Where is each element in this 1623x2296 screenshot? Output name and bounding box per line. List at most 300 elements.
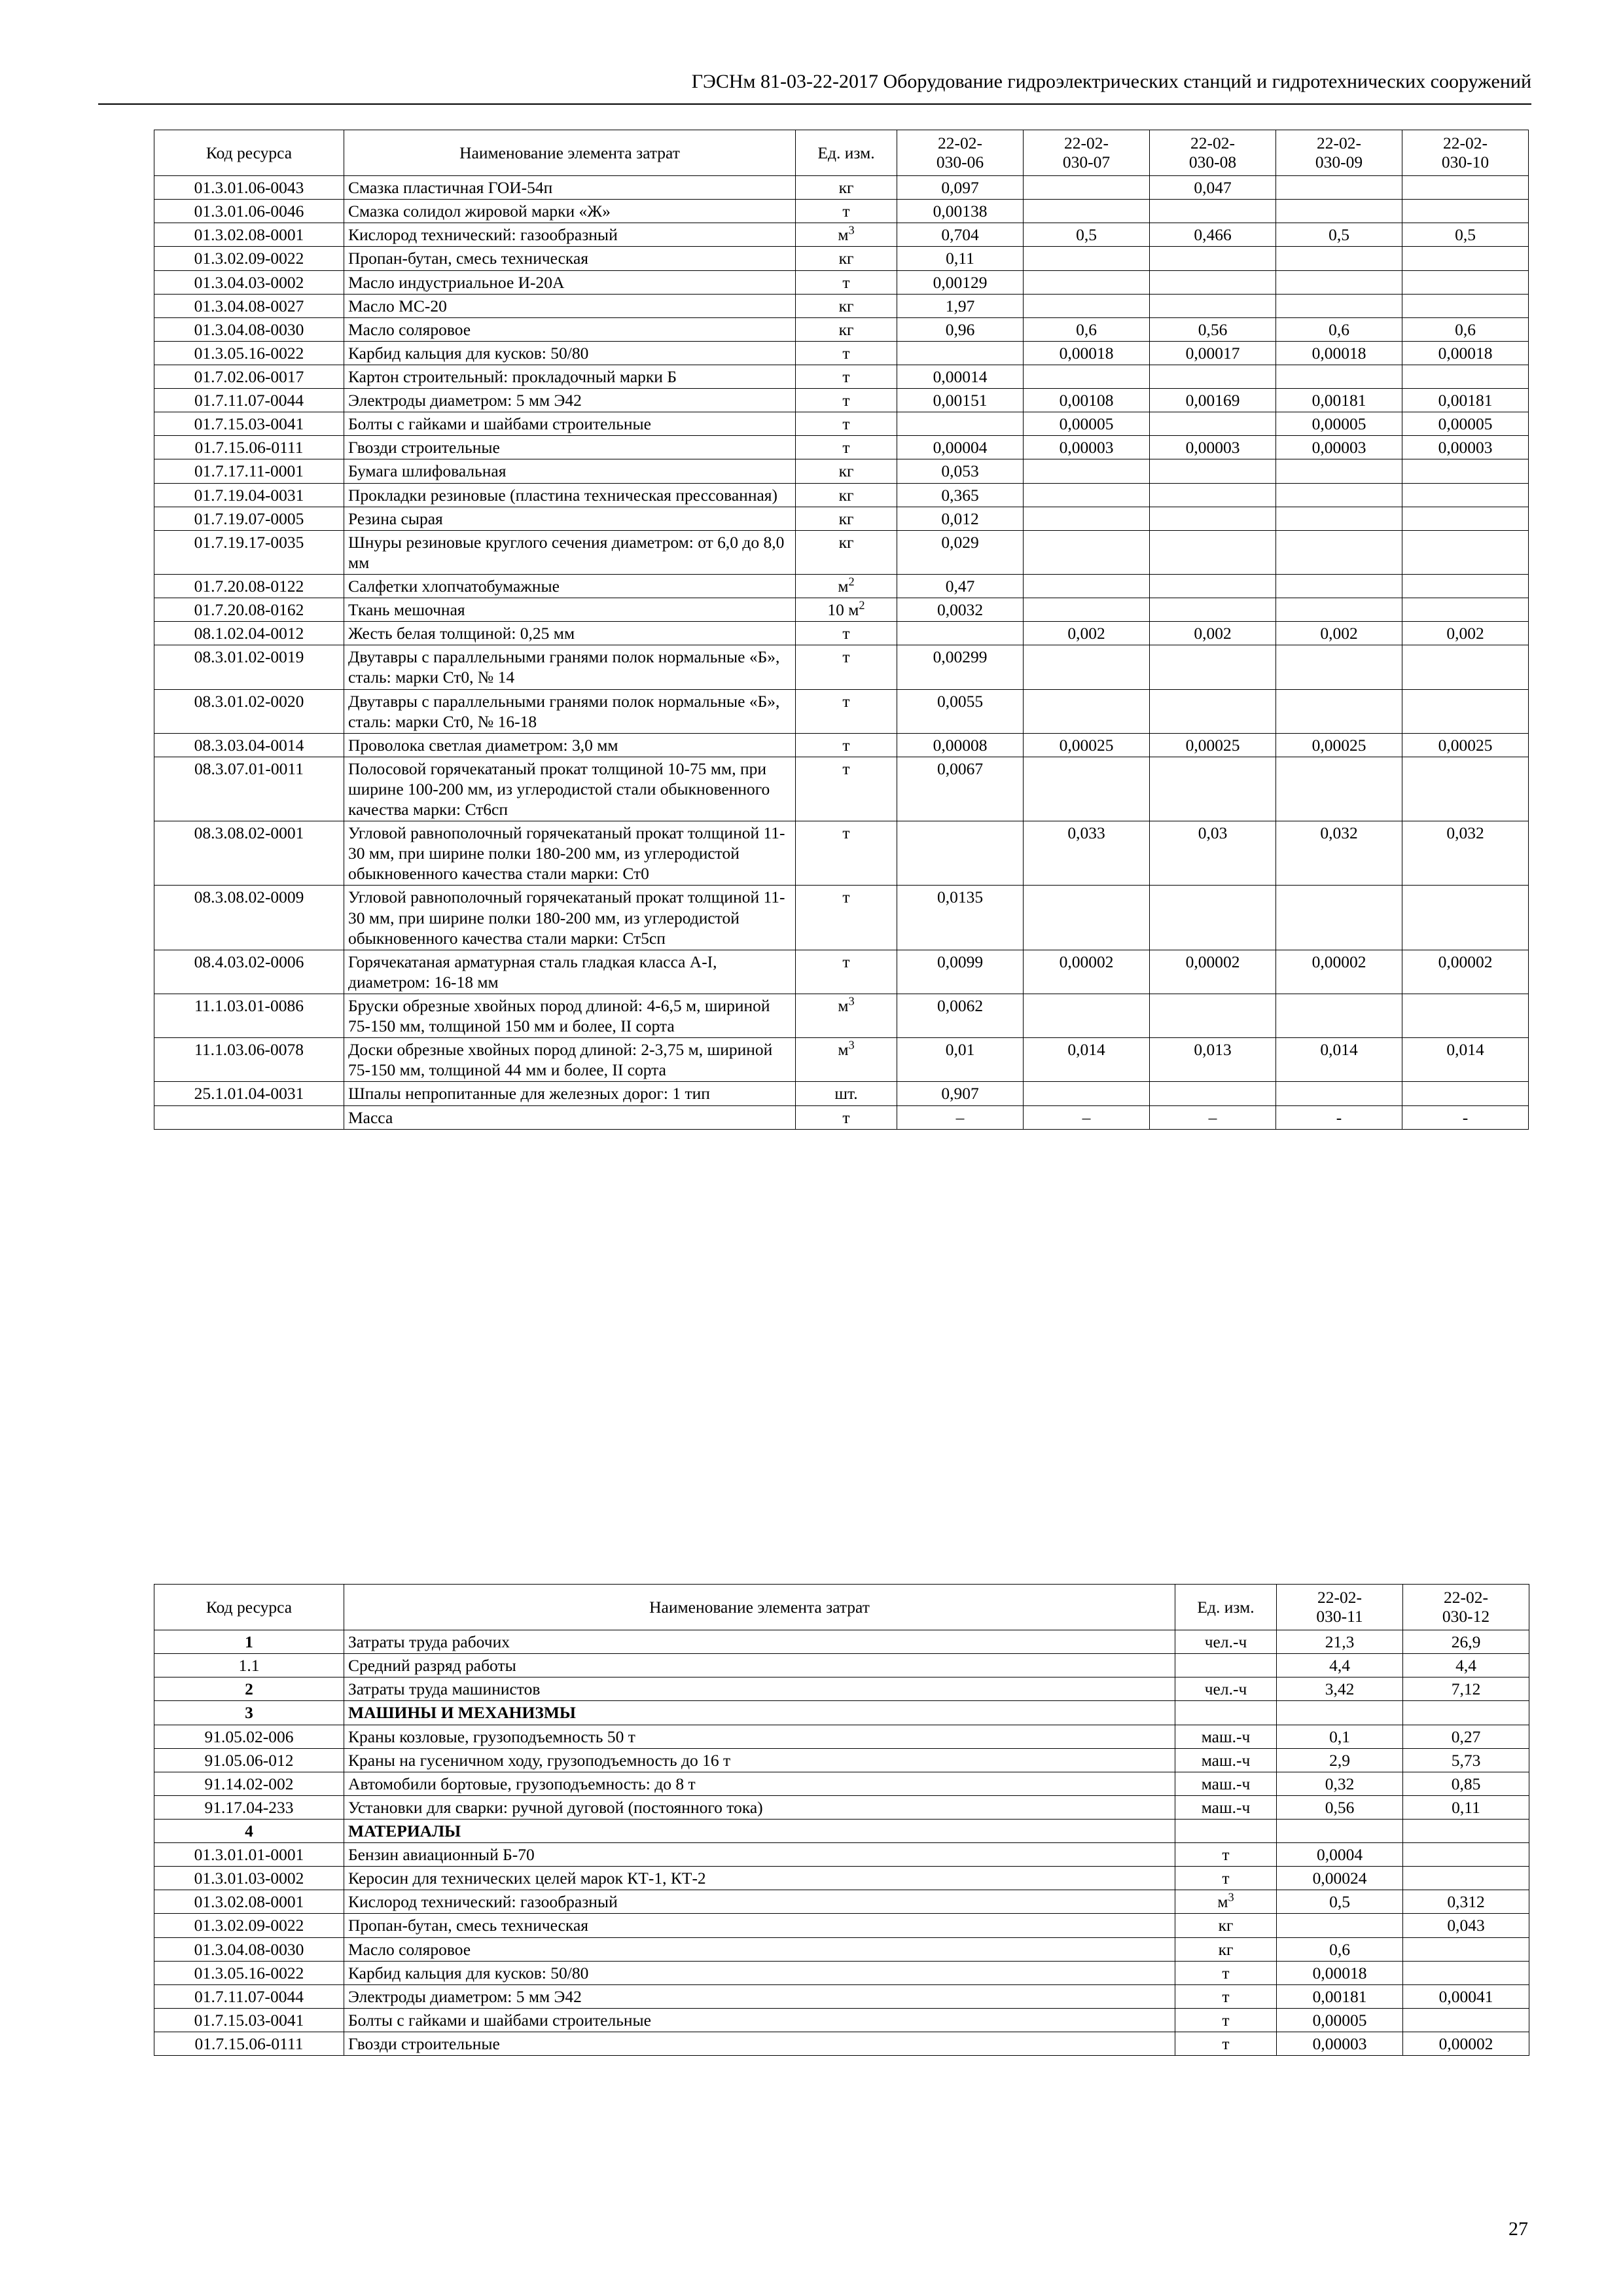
cell-value — [1276, 645, 1402, 689]
cell-value: 0,0099 — [897, 950, 1024, 994]
cell-value: 0,704 — [897, 223, 1024, 247]
table-row — [154, 1654, 1529, 1677]
cell-item-name: Двутавры с параллельными гранями полок нормальные «Б», сталь: марки Ст0, № 16-18 — [344, 689, 796, 733]
cell-item-name: Бумага шлифовальная — [344, 459, 796, 483]
cell-value: 0,002 — [1276, 622, 1402, 645]
cell-resource-code: 01.7.19.07-0005 — [154, 507, 344, 530]
cell-item-name: Горячекатаная арматурная сталь гладкая класса А-I, диаметром: 16-18 мм — [344, 950, 796, 994]
cell-resource-code: 91.14.02-002 — [154, 1772, 344, 1795]
cell-resource-code: 11.1.03.01-0086 — [154, 994, 344, 1038]
cell-value — [1024, 1082, 1150, 1105]
cell-unit: т — [796, 622, 897, 645]
cell-item-name: Масло соляровое — [344, 1937, 1175, 1961]
cell-value — [1402, 689, 1529, 733]
table-row — [154, 1748, 1529, 1772]
cell-item-name: Масло МС-20 — [344, 294, 796, 317]
cell-value: 0,00181 — [1276, 389, 1402, 412]
resource-table-2-wrap — [154, 1584, 1528, 2056]
table-row — [154, 574, 1529, 598]
cell-value: 0,053 — [897, 459, 1024, 483]
cell-value — [1024, 689, 1150, 733]
table-row — [154, 436, 1529, 459]
cell-value: 0,032 — [1402, 821, 1529, 886]
cell-value — [1276, 459, 1402, 483]
cell-value: 3,42 — [1277, 1677, 1403, 1701]
cell-value: 0,466 — [1150, 223, 1276, 247]
cell-item-name: Бензин авиационный Б-70 — [344, 1843, 1175, 1867]
cell-item-name: Кислород технический: газообразный — [344, 223, 796, 247]
cell-value — [1276, 886, 1402, 950]
cell-value: 0,029 — [897, 530, 1024, 574]
cell-unit: маш.-ч — [1175, 1748, 1277, 1772]
cell-value: 0,00018 — [1277, 1961, 1403, 1984]
cell-value: 0,00018 — [1276, 341, 1402, 365]
cell-resource-code: 2 — [154, 1677, 344, 1701]
cell-value: 0,00005 — [1024, 412, 1150, 436]
cell-value — [1024, 176, 1150, 200]
cell-value — [1024, 459, 1150, 483]
cell-value — [897, 412, 1024, 436]
cell-unit: т — [796, 645, 897, 689]
table-row — [154, 270, 1529, 294]
cell-value — [1024, 365, 1150, 388]
cell-value: 0,03 — [1150, 821, 1276, 886]
table-row — [154, 483, 1529, 507]
cell-value — [1150, 574, 1276, 598]
cell-value: 0,013 — [1150, 1038, 1276, 1082]
cell-value — [1277, 1701, 1403, 1725]
cell-value — [1402, 176, 1529, 200]
cell-value: 4,4 — [1403, 1654, 1529, 1677]
cell-resource-code: 08.3.01.02-0020 — [154, 689, 344, 733]
cell-unit: т — [796, 821, 897, 886]
cell-value — [1150, 886, 1276, 950]
cell-value — [1276, 483, 1402, 507]
table-row — [154, 389, 1529, 412]
cell-item-name: Керосин для технических целей марок КТ-1, КТ-2 — [344, 1867, 1175, 1890]
cell-value — [1402, 507, 1529, 530]
cell-resource-code: 01.3.01.01-0001 — [154, 1843, 344, 1867]
cell-value — [1403, 1867, 1529, 1890]
cell-value — [1276, 530, 1402, 574]
cell-item-name: Шпалы непропитанные для железных дорог: 1 тип — [344, 1082, 796, 1105]
cell-value: 0,56 — [1277, 1795, 1403, 1819]
cell-value — [1150, 483, 1276, 507]
cell-value — [1150, 507, 1276, 530]
cell-value — [1402, 365, 1529, 388]
cell-value — [1402, 1082, 1529, 1105]
cell-value — [1024, 530, 1150, 574]
table-row — [154, 341, 1529, 365]
table-1-body — [154, 176, 1529, 1130]
cell-resource-code: 01.3.01.03-0002 — [154, 1867, 344, 1890]
cell-unit: чел.-ч — [1175, 1630, 1277, 1654]
cell-value: 0,00025 — [1024, 733, 1150, 757]
cell-value: 0,033 — [1024, 821, 1150, 886]
cell-resource-code: 01.3.01.06-0046 — [154, 200, 344, 223]
table-row — [154, 1890, 1529, 1914]
table-row — [154, 886, 1529, 950]
cell-value — [1277, 1819, 1403, 1842]
cell-unit: $м^3$ — [796, 223, 897, 247]
cell-item-name: Электроды диаметром: 5 мм Э42 — [344, 389, 796, 412]
cell-value — [1150, 645, 1276, 689]
cell-value: 0,5 — [1402, 223, 1529, 247]
cell-item-name: Болты с гайками и шайбами строительные — [344, 2008, 1175, 2032]
resource-table-1 — [154, 130, 1529, 1130]
cell-item-name: Масло индустриальное И-20А — [344, 270, 796, 294]
cell-resource-code — [154, 1105, 344, 1129]
cell-value: 0,097 — [897, 176, 1024, 200]
cell-value: 0,00004 — [897, 436, 1024, 459]
cell-item-name: Средний разряд работы — [344, 1654, 1175, 1677]
cell-value — [1276, 757, 1402, 821]
cell-value: 0,0055 — [897, 689, 1024, 733]
cell-value: 0,00017 — [1150, 341, 1276, 365]
cell-resource-code: 08.1.02.04-0012 — [154, 622, 344, 645]
cell-value: 0,0062 — [897, 994, 1024, 1038]
cell-value: 0,0067 — [897, 757, 1024, 821]
cell-value: 0,11 — [897, 247, 1024, 270]
cell-value: 0,012 — [897, 507, 1024, 530]
cell-value — [1402, 459, 1529, 483]
cell-value — [1024, 994, 1150, 1038]
cell-value — [1276, 270, 1402, 294]
cell-item-name: Карбид кальция для кусков: 50/80 — [344, 1961, 1175, 1984]
cell-unit — [1175, 1819, 1277, 1842]
cell-item-name: Электроды диаметром: 5 мм Э42 — [344, 1984, 1175, 2008]
cell-value — [1150, 598, 1276, 622]
cell-value: 0,047 — [1150, 176, 1276, 200]
cell-resource-code: 25.1.01.04-0031 — [154, 1082, 344, 1105]
table-row — [154, 1795, 1529, 1819]
cell-resource-code: 08.3.08.02-0001 — [154, 821, 344, 886]
cell-item-name: Затраты труда рабочих — [344, 1630, 1175, 1654]
cell-value: 0,00025 — [1276, 733, 1402, 757]
cell-resource-code: 01.3.04.08-0030 — [154, 317, 344, 341]
cell-value: 0,00002 — [1276, 950, 1402, 994]
cell-value: 0,00002 — [1402, 950, 1529, 994]
cell-value — [1024, 270, 1150, 294]
cell-value: – — [1024, 1105, 1150, 1129]
cell-resource-code: 01.3.04.08-0030 — [154, 1937, 344, 1961]
table-row — [154, 412, 1529, 436]
cell-value: 0,27 — [1403, 1725, 1529, 1748]
cell-value — [1024, 294, 1150, 317]
cell-unit: т — [796, 757, 897, 821]
cell-value — [1276, 994, 1402, 1038]
col-header-22-02-030-09: 22-02- 030-09 — [1276, 130, 1402, 176]
cell-value — [1024, 247, 1150, 270]
table-row — [154, 757, 1529, 821]
table-row — [154, 645, 1529, 689]
cell-item-name: Бруски обрезные хвойных пород длиной: 4-6,5 м, шириной 75-150 мм, толщиной 150 мм и более, II сорта — [344, 994, 796, 1038]
cell-resource-code: 08.3.03.04-0014 — [154, 733, 344, 757]
cell-resource-code: 01.3.02.08-0001 — [154, 1890, 344, 1914]
cell-item-name: Краны на гусеничном ходу, грузоподъемность до 16 т — [344, 1748, 1175, 1772]
cell-value: 0,85 — [1403, 1772, 1529, 1795]
cell-value: 0,00005 — [1276, 412, 1402, 436]
cell-value: 0,014 — [1024, 1038, 1150, 1082]
table-row — [154, 1819, 1529, 1842]
table-row — [154, 294, 1529, 317]
cell-value — [1150, 200, 1276, 223]
cell-item-name: МАТЕРИАЛЫ — [344, 1819, 1175, 1842]
cell-value — [1402, 270, 1529, 294]
cell-unit: т — [1175, 2032, 1277, 2055]
cell-unit: маш.-ч — [1175, 1795, 1277, 1819]
col-header-unit-2: Ед. изм. — [1175, 1585, 1277, 1630]
cell-value: 0,47 — [897, 574, 1024, 598]
cell-unit: кг — [796, 294, 897, 317]
col-header-code-2: Код ресурса — [154, 1585, 344, 1630]
table-row — [154, 459, 1529, 483]
cell-resource-code: 08.3.01.02-0019 — [154, 645, 344, 689]
table-row — [154, 1937, 1529, 1961]
cell-unit: кг — [796, 530, 897, 574]
cell-value — [1276, 689, 1402, 733]
cell-value — [1403, 1937, 1529, 1961]
col-header-name: Наименование элемента затрат — [344, 130, 796, 176]
cell-value: 0,01 — [897, 1038, 1024, 1082]
cell-value: 0,00108 — [1024, 389, 1150, 412]
cell-value: 2,9 — [1277, 1748, 1403, 1772]
cell-item-name: МАШИНЫ И МЕХАНИЗМЫ — [344, 1701, 1175, 1725]
cell-value — [1276, 1082, 1402, 1105]
cell-value — [1024, 757, 1150, 821]
table-row — [154, 223, 1529, 247]
cell-value — [1403, 1701, 1529, 1725]
cell-value — [1402, 530, 1529, 574]
cell-value — [1150, 530, 1276, 574]
table-row — [154, 994, 1529, 1038]
cell-item-name: Полосовой горячекатаный прокат толщиной 10-75 мм, при ширине 100-200 мм, из углеродистой стали обыкновенного качества марки: Ст6сп — [344, 757, 796, 821]
cell-value — [1150, 365, 1276, 388]
cell-unit: т — [796, 270, 897, 294]
col-header-22-02-030-07: 22-02- 030-07 — [1024, 130, 1150, 176]
cell-value — [1150, 412, 1276, 436]
cell-item-name: Болты с гайками и шайбами строительные — [344, 412, 796, 436]
cell-value: 0,00129 — [897, 270, 1024, 294]
table-row — [154, 1105, 1529, 1129]
cell-unit: кг — [796, 176, 897, 200]
cell-resource-code: 08.4.03.02-0006 — [154, 950, 344, 994]
cell-item-name: Смазка солидол жировой марки «Ж» — [344, 200, 796, 223]
cell-unit: 10 $м^2$ — [796, 598, 897, 622]
cell-item-name: Двутавры с параллельными гранями полок нормальные «Б», сталь: марки Ст0, № 14 — [344, 645, 796, 689]
cell-unit: $м^3$ — [1175, 1890, 1277, 1914]
cell-value — [897, 622, 1024, 645]
cell-unit: $м^3$ — [796, 994, 897, 1038]
cell-unit: т — [1175, 1961, 1277, 1984]
cell-value — [1150, 459, 1276, 483]
cell-value: 0,00002 — [1150, 950, 1276, 994]
table-row — [154, 1843, 1529, 1867]
table-row — [154, 1725, 1529, 1748]
cell-value: 0,00024 — [1277, 1867, 1403, 1890]
cell-value — [1402, 757, 1529, 821]
cell-resource-code: 01.7.17.11-0001 — [154, 459, 344, 483]
cell-value — [897, 341, 1024, 365]
cell-resource-code: 01.3.04.03-0002 — [154, 270, 344, 294]
cell-value — [1402, 598, 1529, 622]
cell-unit: кг — [796, 317, 897, 341]
cell-item-name: Угловой равнополочный горячекатаный прокат толщиной 11-30 мм, при ширине полки 180-200 мм, из углеродистой обыкновенного качества стали марки: Ст5сп — [344, 886, 796, 950]
cell-unit: т — [796, 341, 897, 365]
cell-unit: т — [796, 1105, 897, 1129]
cell-value: 0,56 — [1150, 317, 1276, 341]
cell-value — [1276, 247, 1402, 270]
table-row — [154, 950, 1529, 994]
cell-value: 0,5 — [1024, 223, 1150, 247]
cell-resource-code: 1.1 — [154, 1654, 344, 1677]
table-row — [154, 317, 1529, 341]
cell-item-name: Прокладки резиновые (пластина техническая прессованная) — [344, 483, 796, 507]
cell-unit: кг — [796, 459, 897, 483]
cell-value: 0,00041 — [1403, 1984, 1529, 2008]
table-2-header-row — [154, 1585, 1529, 1630]
cell-unit: т — [796, 365, 897, 388]
cell-value — [1150, 270, 1276, 294]
cell-value — [1403, 1961, 1529, 1984]
cell-value — [1150, 294, 1276, 317]
cell-value: 0,1 — [1277, 1725, 1403, 1748]
cell-unit: маш.-ч — [1175, 1725, 1277, 1748]
cell-value: 0,32 — [1277, 1772, 1403, 1795]
cell-unit: т — [796, 886, 897, 950]
cell-value: – — [1150, 1105, 1276, 1129]
cell-value: 0,365 — [897, 483, 1024, 507]
cell-value: 0,96 — [897, 317, 1024, 341]
cell-value: 0,6 — [1402, 317, 1529, 341]
cell-unit: кг — [796, 507, 897, 530]
cell-value — [1402, 645, 1529, 689]
cell-unit: т — [796, 436, 897, 459]
cell-value: 0,00014 — [897, 365, 1024, 388]
cell-value — [1024, 507, 1150, 530]
table-row — [154, 2032, 1529, 2055]
table-row — [154, 1630, 1529, 1654]
resource-table-1-wrap — [154, 130, 1528, 1130]
cell-value: 0,014 — [1276, 1038, 1402, 1082]
cell-resource-code: 01.3.04.08-0027 — [154, 294, 344, 317]
cell-value: - — [1276, 1105, 1402, 1129]
cell-value — [1402, 483, 1529, 507]
cell-item-name: Проволока светлая диаметром: 3,0 мм — [344, 733, 796, 757]
cell-unit: маш.-ч — [1175, 1772, 1277, 1795]
cell-unit: $м^2$ — [796, 574, 897, 598]
cell-unit: т — [1175, 1984, 1277, 2008]
cell-value — [1024, 483, 1150, 507]
cell-item-name: Масса — [344, 1105, 796, 1129]
table-1-head — [154, 130, 1529, 176]
cell-value: 0,00181 — [1402, 389, 1529, 412]
header-divider — [98, 103, 1531, 105]
cell-unit: т — [796, 950, 897, 994]
cell-value — [1150, 757, 1276, 821]
cell-value: 0,00025 — [1402, 733, 1529, 757]
cell-unit: кг — [1175, 1914, 1277, 1937]
cell-resource-code: 08.3.07.01-0011 — [154, 757, 344, 821]
cell-item-name: Доски обрезные хвойных пород длиной: 2-3,75 м, шириной 75-150 мм, толщиной 44 мм и более, II сорта — [344, 1038, 796, 1082]
cell-resource-code: 01.7.19.04-0031 — [154, 483, 344, 507]
cell-value: 21,3 — [1277, 1630, 1403, 1654]
page-header: ГЭСНм 81-03-22-2017 Оборудование гидроэлектрических станций и гидротехнических сооружений — [691, 71, 1531, 92]
cell-value: 0,00181 — [1277, 1984, 1403, 2008]
resource-table-2 — [154, 1584, 1529, 2056]
cell-value — [1276, 574, 1402, 598]
cell-resource-code: 01.3.02.09-0022 — [154, 247, 344, 270]
table-row — [154, 365, 1529, 388]
table-row — [154, 247, 1529, 270]
cell-unit: чел.-ч — [1175, 1677, 1277, 1701]
cell-unit: кг — [796, 483, 897, 507]
table-row — [154, 1984, 1529, 2008]
cell-value: - — [1402, 1105, 1529, 1129]
cell-unit: т — [796, 412, 897, 436]
cell-value — [1024, 574, 1150, 598]
table-row — [154, 1914, 1529, 1937]
col-header-22-02-030-12: 22-02- 030-12 — [1403, 1585, 1529, 1630]
cell-value: 7,12 — [1403, 1677, 1529, 1701]
cell-resource-code: 01.3.05.16-0022 — [154, 341, 344, 365]
cell-resource-code: 01.7.11.07-0044 — [154, 1984, 344, 2008]
table-row — [154, 598, 1529, 622]
cell-value — [1024, 645, 1150, 689]
cell-value — [1150, 994, 1276, 1038]
cell-value — [1402, 247, 1529, 270]
table-row — [154, 1772, 1529, 1795]
cell-value — [1403, 1843, 1529, 1867]
cell-value: 0,00169 — [1150, 389, 1276, 412]
table-row — [154, 530, 1529, 574]
cell-item-name: Гвозди строительные — [344, 436, 796, 459]
cell-unit: т — [1175, 1867, 1277, 1890]
cell-resource-code: 01.3.02.09-0022 — [154, 1914, 344, 1937]
table-2-head — [154, 1585, 1529, 1630]
cell-resource-code: 01.7.02.06-0017 — [154, 365, 344, 388]
cell-value: 0,11 — [1403, 1795, 1529, 1819]
table-2-body — [154, 1630, 1529, 2056]
cell-value: 0,00299 — [897, 645, 1024, 689]
cell-resource-code: 3 — [154, 1701, 344, 1725]
cell-unit: т — [1175, 2008, 1277, 2032]
cell-value — [1276, 294, 1402, 317]
cell-resource-code: 01.7.15.03-0041 — [154, 2008, 344, 2032]
cell-unit: т — [796, 733, 897, 757]
cell-value: 0,014 — [1402, 1038, 1529, 1082]
table-row — [154, 1677, 1529, 1701]
cell-value — [1403, 1819, 1529, 1842]
cell-value: 0,00003 — [1402, 436, 1529, 459]
cell-value: 0,002 — [1402, 622, 1529, 645]
cell-value — [897, 821, 1024, 886]
col-header-code: Код ресурса — [154, 130, 344, 176]
cell-resource-code: 01.3.02.08-0001 — [154, 223, 344, 247]
cell-value: 5,73 — [1403, 1748, 1529, 1772]
cell-resource-code: 01.7.20.08-0162 — [154, 598, 344, 622]
table-row — [154, 1038, 1529, 1082]
cell-item-name: Угловой равнополочный горячекатаный прокат толщиной 11-30 мм, при ширине полки 180-200 мм, из углеродистой обыкновенного качества стали марки: Ст0 — [344, 821, 796, 886]
cell-value: 0,0004 — [1277, 1843, 1403, 1867]
cell-resource-code: 01.7.15.06-0111 — [154, 2032, 344, 2055]
cell-item-name: Смазка пластичная ГОИ-54п — [344, 176, 796, 200]
col-header-22-02-030-11: 22-02- 030-11 — [1277, 1585, 1403, 1630]
cell-resource-code: 91.17.04-233 — [154, 1795, 344, 1819]
cell-item-name: Жесть белая толщиной: 0,25 мм — [344, 622, 796, 645]
cell-value — [1276, 598, 1402, 622]
cell-unit: шт. — [796, 1082, 897, 1105]
